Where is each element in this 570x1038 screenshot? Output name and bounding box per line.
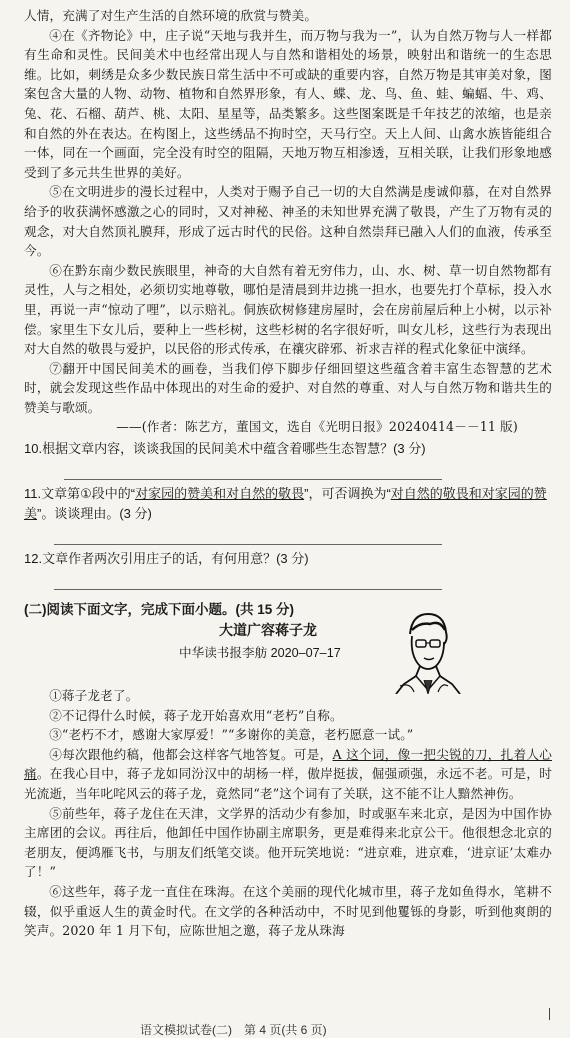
- story-paragraph-2: ②不记得什么时候，蒋子龙开始喜欢用“老朽”自称。: [49, 707, 343, 723]
- question-12: 12.文章作者两次引用庄子的话，有何用意？(3 分): [24, 551, 309, 567]
- page-footer: 语文模拟试卷(二) 第 4 页(共 6 页): [140, 1023, 327, 1037]
- story-paragraph-4-lead: ④每次跟他约稿，他都会这样客气地答复。可是，: [49, 746, 333, 762]
- portrait-sketch-icon: [390, 606, 462, 694]
- question-11-phrase-1: 对家园的赞美和对自然的敬畏: [135, 486, 305, 502]
- paragraph-5: ⑤在文明进步的漫长过程中，人类对于赐予自己一切的大自然满是虔诚仰慕，在对自然界给予的收获满怀感激之心的同时，又对神秘、神圣的未知世界充满了敬畏，产生了万物有灵的观念，对大自然顶礼膜拜，形成了远古时代的民俗。这种自然崇拜已融入人们的血液，传承至今。: [24, 184, 552, 259]
- answer-line[interactable]: [54, 544, 442, 545]
- section-2-heading: (二)阅读下面文字，完成下面小题。(共 15 分): [24, 602, 294, 618]
- story-byline: 中华读书报李舫 2020–07–17: [179, 646, 341, 661]
- margin-marker: [549, 1008, 550, 1020]
- paragraph-4: ④在《齐物论》中，庄子说“天地与我并生，而万物与我为一”，认为自然万物与人一样都有生命和灵性。民间美术中也经常出现人与自然和谐相处的场景，映射出和谐统一的生态思维。比如，刺绣是众多少数民族日常生活中不可或缺的重要内容，自然万物是其审美对象，图案包含大量的人物、动物、植物和自然界形象，有人、蝶、龙、鸟、鱼、蛙、蝙蝠、牛、鸡、兔、花、石榴、葫芦、桃、太阳、星星等，品类繁多。这些图案既是千年技艺的浓缩，也是亲和自然的外在表达。在构图上，这些绣品不拘时空，天马行空。天上人间、山禽水族皆能组合一体，同在一个画面，完全没有时空的阻隔，天地万物互相渗透，互相关联，让我们形象地感受到了多元共生世界的美好。: [24, 27, 552, 180]
- story-paragraph-6: ⑥这些年，蒋子龙一直住在珠海。在这个美丽的现代化城市里，蒋子龙如鱼得水，笔耕不辍，似乎重返人生的黄金时代。在文学的各种活动中，不时见到他矍铄的身影，听到他爽朗的笑声。2020 年 1 月下旬，应陈世旭之邀，蒋子龙从珠海: [24, 884, 552, 939]
- story-paragraph-3: ③“老朽不才，感谢大家厚爱！”“多谢你的美意，老朽愿意一试。”: [49, 727, 414, 743]
- question-10: 10.根据文章内容，谈谈我国的民间美术中蕴含着哪些生态智慧？(3 分): [24, 441, 426, 457]
- story-paragraph-4: [24, 745, 552, 804]
- question-11: [24, 484, 552, 524]
- story-paragraph-4-rest: 。在我心目中，蒋子龙如同汾汉中的胡杨一样，傲岸挺拔，倔强顽强，永远不老。可是，时光流逝，当年叱咤风云的蒋子龙，竟然同“老”这个词有了关联，这不能不让人黯然神伤。: [24, 766, 553, 802]
- question-11-suffix: ”。谈谈理由。(3 分): [37, 506, 152, 522]
- story-paragraph-1: ①蒋子龙老了。: [49, 688, 139, 704]
- story-title: 大道广容蒋子龙: [219, 622, 317, 639]
- question-11-phrase-2: 对自然的敬畏和对家园的赞美: [24, 486, 547, 522]
- answer-line[interactable]: [54, 589, 442, 590]
- paragraph-7: ⑦翻开中国民间美术的画卷，当我们停下脚步仔细回望这些蕴含着丰富生态智慧的艺术时，就会发现这些作品中体现出的对生命的爱护、对自然的尊重、对人与自然万物和谐共生的赞美与歌颂。: [24, 360, 552, 415]
- answer-line[interactable]: [64, 479, 442, 480]
- paragraph-6: ⑥在黔东南少数民族眼里，神奇的大自然有着无穷伟力，山、水、树、草一切自然物都有灵性，人与之相处，必须切实地尊敬，哪怕是清晨到井边挑一担水，也要先打个草标，投入水里，再说一声“惊动了哩”，以示赔礼。侗族砍树修建房屋时，会在房前屋后种上小树，以示补偿。家里生下女儿后，要种上一些杉树，这些杉树的名字很好听，叫女儿杉，这些行为表现出对大自然的敬畏与爱护，以民俗的形式传承，在禳灾辟邪、祈求吉祥的程式化象征中演绎。: [24, 262, 552, 357]
- underlined-sentence-a: A 这个词，像一把尖锐的刀，扎着人心痛: [24, 746, 552, 782]
- story-paragraph-5: ⑤前些年，蒋子龙住在天津，文学界的活动少有参加，时或驱车来北京，是因为中国作协主席团的会议。再往后，他卸任中国作协副主席职务，更是难得来北京公干。他很想念北京的老朋友，便鸿雁飞书，与朋友们纸笔交谈。他开玩笑地说：“进京难，进京难，‘进京证’太难办了！”: [24, 805, 552, 880]
- question-11-mid: ”，可否调换为“: [304, 486, 391, 502]
- paragraph-top: 人情，充满了对生产生活的自然环境的欣赏与赞美。: [24, 8, 318, 23]
- article-source: ——(作者：陈艺方，董国文，选自《光明日报》20240414－－11 版): [116, 419, 518, 435]
- story-header: [24, 620, 552, 686]
- question-11-prefix: 11.文章第①段中的“: [24, 486, 136, 502]
